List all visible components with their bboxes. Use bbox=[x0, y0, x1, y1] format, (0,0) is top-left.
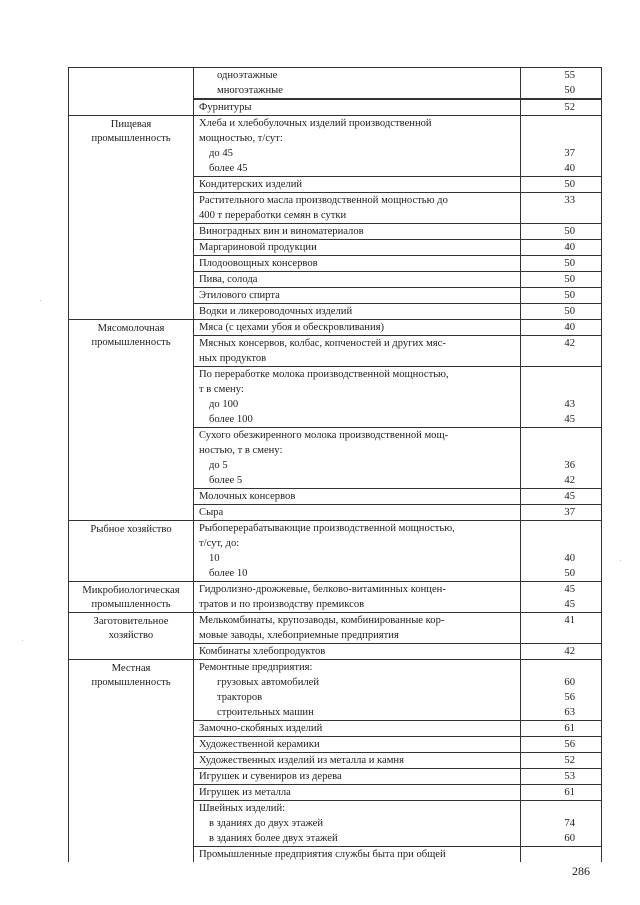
enterprise-text: Мяса (с цехами убоя и обескровливания) bbox=[199, 322, 385, 333]
percent-cell bbox=[521, 801, 602, 846]
percent-value: 50 bbox=[564, 568, 575, 579]
enterprise-text: Ремонтные предприятия: bbox=[199, 662, 313, 673]
percent-value: 50 bbox=[564, 306, 575, 317]
table-row bbox=[194, 193, 602, 224]
percent-cell bbox=[521, 304, 602, 319]
enterprise-text: в зданиях до двух этажей bbox=[209, 818, 324, 829]
percent-value bbox=[521, 116, 601, 131]
entries-group bbox=[194, 521, 602, 582]
table-row bbox=[194, 785, 602, 801]
percent-value: 41 bbox=[564, 615, 575, 626]
enterprise-text: мощностью, т/сут: bbox=[199, 133, 283, 144]
percent-cell bbox=[521, 367, 602, 427]
enterprise-text: Хлеба и хлебобулочных изделий производственной bbox=[199, 118, 432, 129]
percent-value: 40 bbox=[564, 163, 575, 174]
enterprise-text: ных продуктов bbox=[199, 353, 267, 364]
enterprise-cell bbox=[194, 288, 521, 303]
percent-value bbox=[521, 382, 601, 397]
enterprise-text: Мелькомбинаты, крупозаводы, комбинированные кор- bbox=[199, 615, 445, 626]
enterprise-cell bbox=[194, 304, 521, 319]
entries-group bbox=[194, 582, 602, 613]
enterprise-text: Комбинаты хлебопродуктов bbox=[199, 646, 326, 657]
enterprise-text: одноэтажные bbox=[217, 70, 278, 81]
industry-label: Местная bbox=[111, 663, 151, 674]
enterprise-text: более 100 bbox=[209, 414, 253, 425]
table-section bbox=[68, 660, 602, 862]
percent-cell bbox=[521, 521, 602, 581]
percent-value: 55 bbox=[564, 70, 575, 81]
industry-cell bbox=[68, 613, 194, 660]
percent-cell bbox=[521, 785, 602, 800]
industry-label: промышленность bbox=[91, 598, 171, 610]
enterprise-text: Художественных изделий из металла и камня bbox=[199, 755, 404, 766]
table-row bbox=[194, 99, 602, 116]
industry-cell bbox=[68, 116, 194, 320]
percent-value: 40 bbox=[564, 242, 575, 253]
industry-label: хозяйство bbox=[108, 629, 154, 641]
enterprise-cell bbox=[194, 67, 521, 98]
table-row bbox=[194, 272, 602, 288]
enterprise-cell bbox=[194, 240, 521, 255]
enterprise-text: Плодоовощных консервов bbox=[199, 258, 318, 269]
enterprise-text: грузовых автомобилей bbox=[217, 677, 320, 688]
percent-cell bbox=[521, 489, 602, 504]
enterprise-text: Художественной керамики bbox=[199, 739, 320, 750]
percent-value bbox=[521, 801, 601, 816]
table-row bbox=[194, 256, 602, 272]
table-row bbox=[194, 660, 602, 721]
enterprise-text: до 100 bbox=[209, 399, 239, 410]
table-row bbox=[194, 320, 602, 336]
enterprise-text: до 45 bbox=[209, 148, 233, 159]
enterprise-text: Игрушек из металла bbox=[199, 787, 291, 798]
percent-value: 52 bbox=[564, 102, 575, 113]
enterprise-text: ностью, т в смену: bbox=[199, 445, 283, 456]
enterprise-text: Промышленные предприятия службы быта при общей bbox=[199, 849, 446, 860]
enterprise-text: более 10 bbox=[209, 568, 248, 579]
percent-value: 42 bbox=[564, 338, 575, 349]
percent-cell bbox=[521, 320, 602, 335]
scan-speck bbox=[620, 560, 621, 561]
percent-value bbox=[521, 351, 601, 366]
percent-value: 60 bbox=[564, 677, 575, 688]
percent-value: 61 bbox=[564, 723, 575, 734]
table-row bbox=[194, 116, 602, 177]
table-row bbox=[194, 721, 602, 737]
percent-cell bbox=[521, 582, 602, 612]
percent-value: 52 bbox=[564, 755, 575, 766]
percent-cell bbox=[521, 116, 602, 176]
percent-value: 50 bbox=[564, 258, 575, 269]
industry-cell bbox=[68, 521, 194, 582]
table-row bbox=[194, 288, 602, 304]
percent-value: 36 bbox=[564, 460, 575, 471]
table-row bbox=[194, 304, 602, 320]
percent-value: 33 bbox=[564, 195, 575, 206]
enterprise-text: т/сут, до: bbox=[199, 538, 240, 549]
table-row bbox=[194, 769, 602, 785]
percent-value: 40 bbox=[564, 553, 575, 564]
enterprise-cell bbox=[194, 847, 521, 862]
table-row bbox=[194, 224, 602, 240]
enterprise-cell bbox=[194, 116, 521, 176]
enterprise-text: Молочных консервов bbox=[199, 491, 296, 502]
percent-cell bbox=[521, 428, 602, 488]
table-row bbox=[194, 177, 602, 193]
enterprise-cell bbox=[194, 769, 521, 784]
table-row bbox=[194, 644, 602, 660]
enterprise-text: в зданиях более двух этажей bbox=[209, 833, 338, 844]
percent-value: 50 bbox=[564, 274, 575, 285]
industry-label: Рыбное хозяйство bbox=[90, 524, 172, 535]
enterprise-text: Мясных консервов, колбас, копченостей и других мяс- bbox=[199, 338, 446, 349]
table-section bbox=[68, 320, 602, 521]
percent-cell bbox=[521, 256, 602, 271]
industry-label: Заготовительное bbox=[93, 616, 169, 627]
enterprise-text: до 5 bbox=[209, 460, 228, 471]
enterprise-cell bbox=[194, 336, 521, 366]
percent-cell bbox=[521, 240, 602, 255]
enterprise-text: Кондитерских изделий bbox=[199, 179, 303, 190]
percent-cell bbox=[521, 644, 602, 659]
enterprise-cell bbox=[194, 613, 521, 643]
table-row bbox=[194, 428, 602, 489]
enterprise-text: Рыбоперерабатывающие производственной мощностью, bbox=[199, 523, 455, 534]
enterprise-cell bbox=[194, 737, 521, 752]
percent-value: 61 bbox=[564, 787, 575, 798]
industry-cell bbox=[68, 660, 194, 862]
percent-value: 42 bbox=[564, 646, 575, 657]
percent-value: 45 bbox=[564, 414, 575, 425]
percent-cell bbox=[521, 193, 602, 223]
enterprise-cell bbox=[194, 801, 521, 846]
enterprise-text: Маргариновой продукции bbox=[199, 242, 317, 253]
enterprise-text: Этилового спирта bbox=[199, 290, 280, 301]
percent-value: 56 bbox=[564, 692, 575, 703]
document-table bbox=[68, 67, 602, 862]
percent-cell bbox=[521, 660, 602, 720]
enterprise-text: многоэтажные bbox=[217, 85, 283, 96]
entries-group bbox=[194, 67, 602, 116]
percent-value: 63 bbox=[564, 707, 575, 718]
industry-label: Пищевая bbox=[110, 119, 152, 130]
percent-value: 60 bbox=[564, 833, 575, 844]
enterprise-text: т в смену: bbox=[199, 384, 244, 395]
percent-value bbox=[521, 847, 601, 862]
enterprise-text: Замочно-скобяных изделий bbox=[199, 723, 323, 734]
percent-cell bbox=[521, 721, 602, 736]
scan-speck bbox=[40, 300, 41, 301]
enterprise-text: 10 bbox=[209, 553, 220, 564]
enterprise-text: Швейных изделий: bbox=[199, 803, 286, 814]
percent-value: 56 bbox=[564, 739, 575, 750]
table-row bbox=[194, 801, 602, 847]
percent-value bbox=[521, 443, 601, 458]
entries-group bbox=[194, 660, 602, 862]
percent-value: 37 bbox=[564, 507, 575, 518]
percent-cell bbox=[521, 613, 602, 643]
enterprise-cell bbox=[194, 660, 521, 720]
percent-value: 50 bbox=[564, 290, 575, 301]
enterprise-text: более 5 bbox=[209, 475, 243, 486]
percent-value bbox=[521, 428, 601, 443]
percent-value: 74 bbox=[564, 818, 575, 829]
enterprise-text: Растительного масла производственной мощностью до bbox=[199, 195, 448, 206]
industry-cell bbox=[68, 67, 194, 116]
enterprise-text: строительных машин bbox=[217, 707, 314, 718]
entries-group bbox=[194, 116, 602, 320]
page-number: 286 bbox=[572, 864, 590, 878]
enterprise-cell bbox=[194, 320, 521, 335]
table-row bbox=[194, 489, 602, 505]
percent-cell bbox=[521, 769, 602, 784]
enterprise-text: Игрушек и сувениров из дерева bbox=[199, 771, 342, 782]
percent-value: 45 bbox=[564, 491, 575, 502]
enterprise-cell bbox=[194, 256, 521, 271]
enterprise-cell bbox=[194, 272, 521, 287]
percent-value: 50 bbox=[564, 226, 575, 237]
enterprise-cell bbox=[194, 193, 521, 223]
table-row bbox=[194, 505, 602, 521]
percent-value: 53 bbox=[564, 771, 575, 782]
enterprise-text: Пива, солода bbox=[199, 274, 258, 285]
percent-cell bbox=[521, 67, 602, 98]
table-section bbox=[68, 613, 602, 660]
percent-cell bbox=[521, 272, 602, 287]
percent-value bbox=[521, 536, 601, 551]
industry-label: промышленность bbox=[91, 132, 171, 144]
percent-value: 40 bbox=[564, 322, 575, 333]
enterprise-text: Гидролизно-дрожжевые, белково-витаминных концен- bbox=[199, 584, 446, 595]
percent-cell bbox=[521, 737, 602, 752]
percent-value: 42 bbox=[564, 475, 575, 486]
table-row bbox=[194, 67, 602, 99]
percent-cell bbox=[521, 505, 602, 520]
enterprise-cell bbox=[194, 785, 521, 800]
percent-value: 43 bbox=[564, 399, 575, 410]
table-row bbox=[194, 521, 602, 582]
enterprise-text: Водки и ликероводочных изделий bbox=[199, 306, 353, 317]
entries-group bbox=[194, 613, 602, 660]
percent-value bbox=[521, 660, 601, 675]
percent-value bbox=[521, 628, 601, 643]
percent-cell bbox=[521, 177, 602, 192]
percent-value: 50 bbox=[564, 85, 575, 96]
percent-cell bbox=[521, 847, 602, 862]
enterprise-text: 400 т переработки семян в сутки bbox=[199, 210, 347, 221]
industry-label: Мясомолочная bbox=[97, 323, 165, 334]
industry-label: промышленность bbox=[91, 336, 171, 348]
percent-value: 45 bbox=[564, 584, 575, 595]
table-section bbox=[68, 582, 602, 613]
percent-cell bbox=[521, 753, 602, 768]
percent-value bbox=[521, 367, 601, 382]
enterprise-text: тракторов bbox=[217, 692, 263, 703]
percent-value: 50 bbox=[564, 179, 575, 190]
table-section bbox=[68, 67, 602, 116]
percent-cell bbox=[521, 288, 602, 303]
percent-value bbox=[521, 131, 601, 146]
scan-speck bbox=[22, 640, 23, 641]
percent-value bbox=[521, 521, 601, 536]
enterprise-text: Сыра bbox=[199, 507, 224, 518]
industry-label: Микробиологическая bbox=[82, 585, 180, 596]
enterprise-text: Сухого обезжиренного молока производственной мощ- bbox=[199, 430, 449, 441]
enterprise-cell bbox=[194, 367, 521, 427]
percent-value: 37 bbox=[564, 148, 575, 159]
percent-value: 45 bbox=[564, 599, 575, 610]
enterprise-cell bbox=[194, 428, 521, 488]
enterprise-text: более 45 bbox=[209, 163, 248, 174]
enterprise-text: Фурнитуры bbox=[199, 102, 252, 113]
enterprise-cell bbox=[194, 721, 521, 736]
enterprise-text: По переработке молока производственной мощностью, bbox=[199, 369, 449, 380]
enterprise-cell bbox=[194, 99, 521, 115]
industry-cell bbox=[68, 582, 194, 613]
percent-cell bbox=[521, 224, 602, 239]
table-section bbox=[68, 521, 602, 582]
enterprise-cell bbox=[194, 753, 521, 768]
table-row bbox=[194, 847, 602, 862]
table-row bbox=[194, 240, 602, 256]
industry-label: промышленность bbox=[91, 676, 171, 688]
table-row bbox=[194, 753, 602, 769]
industry-cell bbox=[68, 320, 194, 521]
table-row bbox=[194, 613, 602, 644]
percent-cell bbox=[521, 99, 602, 115]
enterprise-text: Виноградных вин и виноматериалов bbox=[199, 226, 364, 237]
enterprise-cell bbox=[194, 644, 521, 659]
table-row bbox=[194, 737, 602, 753]
table-row bbox=[194, 367, 602, 428]
enterprise-cell bbox=[194, 521, 521, 581]
table-section bbox=[68, 116, 602, 320]
enterprise-cell bbox=[194, 177, 521, 192]
enterprise-cell bbox=[194, 489, 521, 504]
percent-cell bbox=[521, 336, 602, 366]
enterprise-text: тратов и по производству премиксов bbox=[199, 599, 365, 610]
enterprise-cell bbox=[194, 582, 521, 612]
entries-group bbox=[194, 320, 602, 521]
enterprise-text: мовые заводы, хлебоприемные предприятия bbox=[199, 630, 399, 641]
enterprise-cell bbox=[194, 224, 521, 239]
percent-value bbox=[521, 208, 601, 223]
enterprise-cell bbox=[194, 505, 521, 520]
table-row bbox=[194, 336, 602, 367]
table-row bbox=[194, 582, 602, 613]
